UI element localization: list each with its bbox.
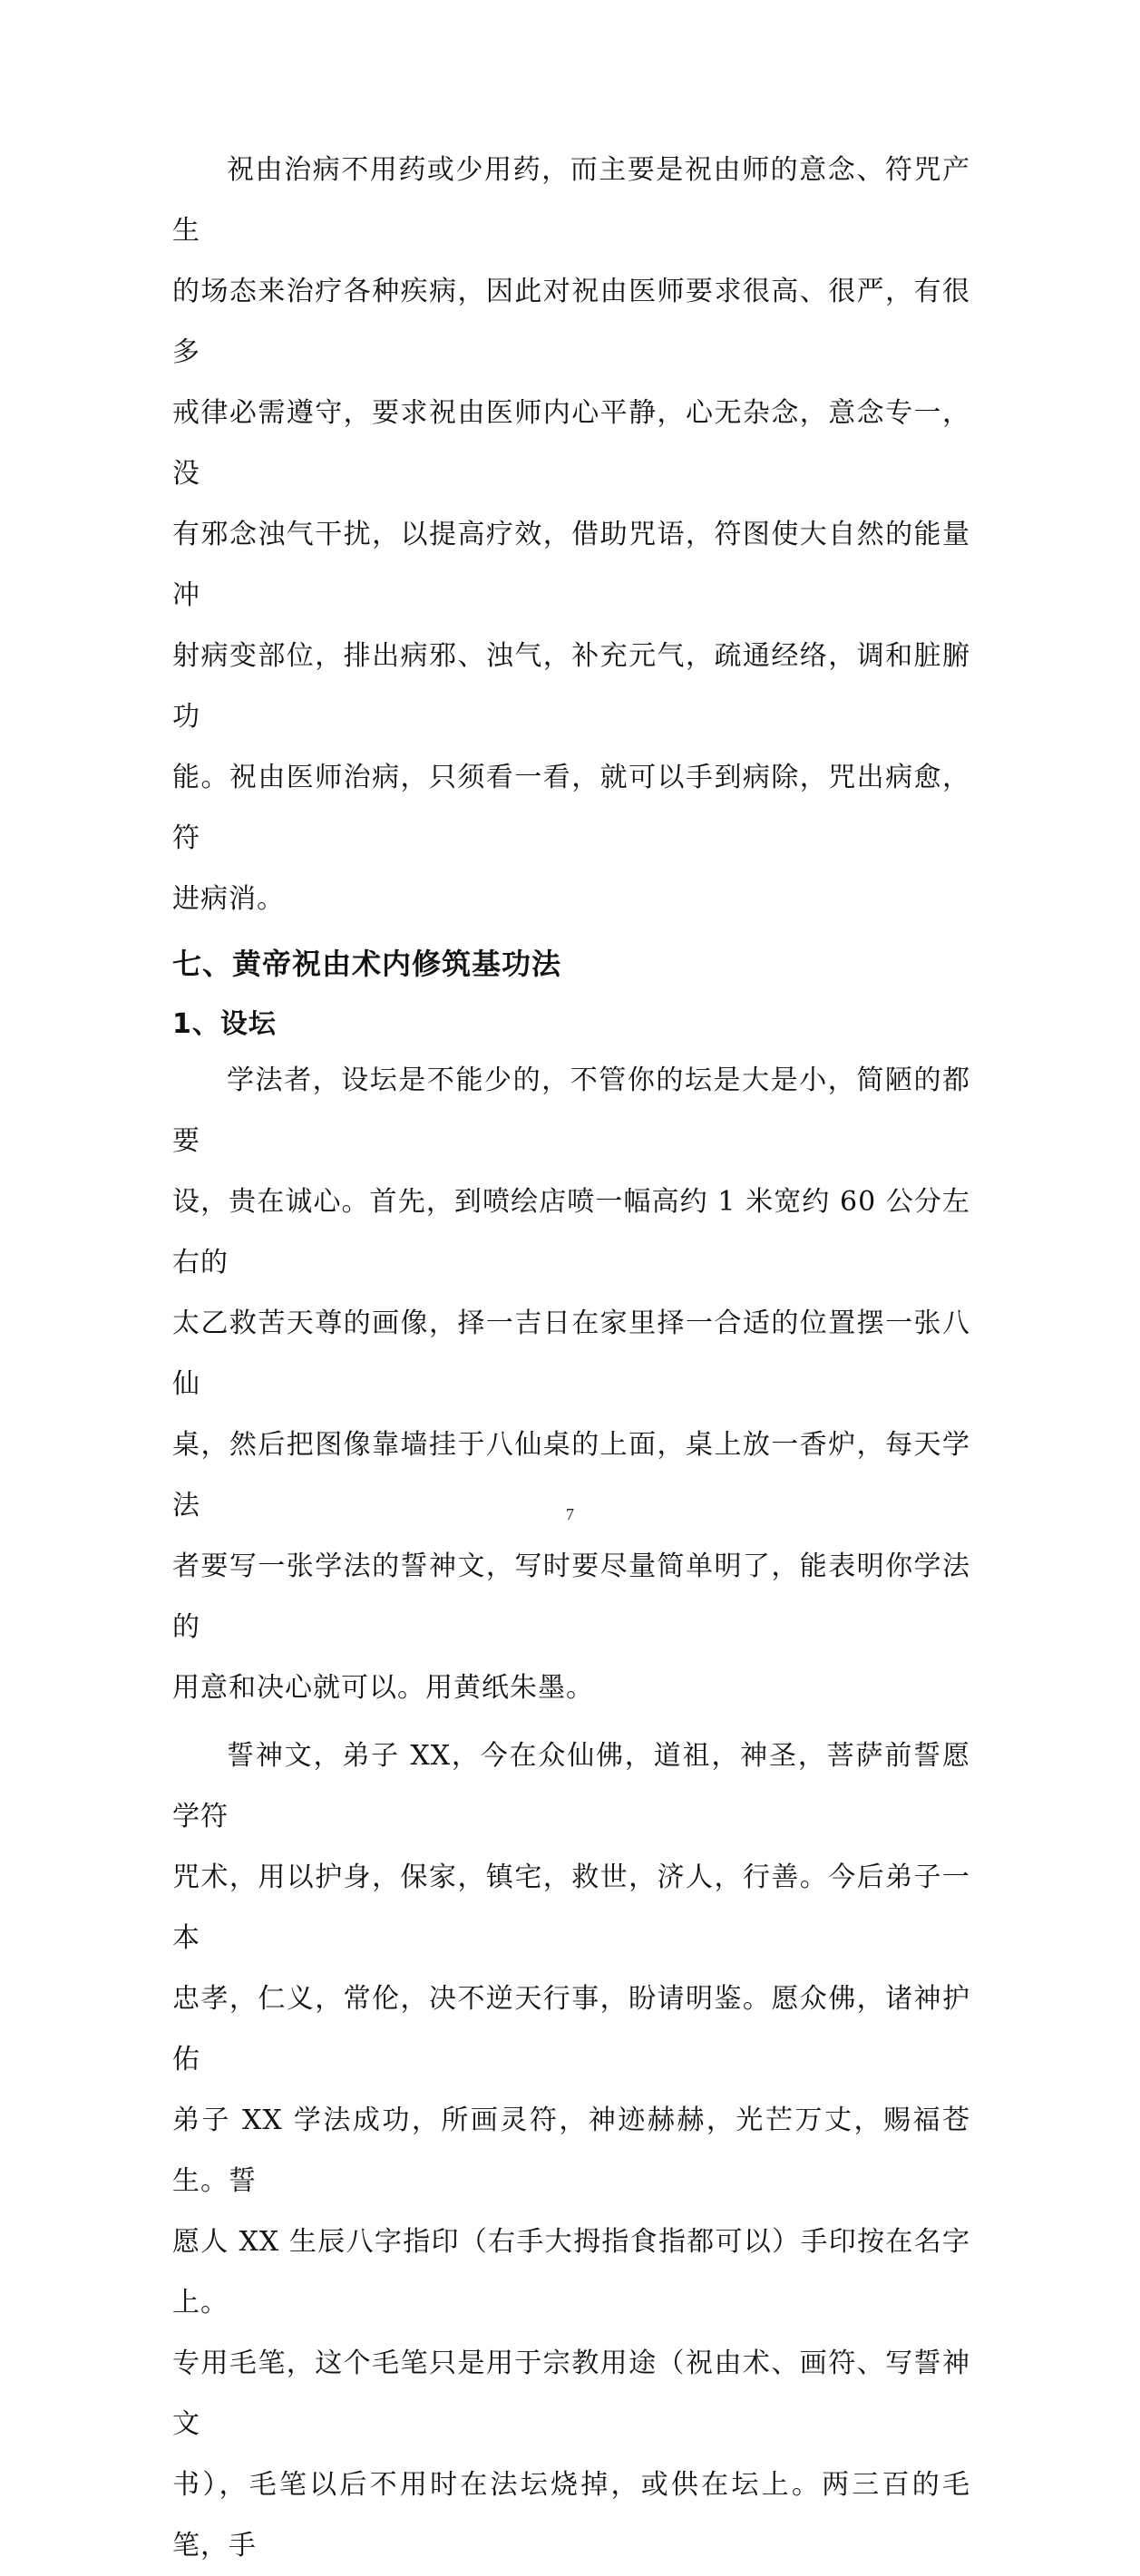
paragraph-oath-text: 誓神文，弟子 XX，今在众仙佛，道祖，神圣，菩萨前誓愿学符 咒术，用以护身，保家，镇宅，救世，济人，行善。今后弟子一本 忠孝，仁义，常伦，决不逆天行事，盼请明鉴。愿众佛，诸神护佑 弟子 XX 学法成功，所画灵符，神迹赫赫，光芒万丈，赐福苍生。誓 愿人 XX 生辰八字指印（右手大拇指食指都可以）手印按在名字上。 专用毛笔，这个毛笔只是用于宗教用途（祝由术、画符、写誓神文 书），毛笔以后不用时在法坛烧掉，或供在坛上。两三百的毛笔，手 <box>172 1740 970 2561</box>
page-content <box>172 140 970 2576</box>
sub-heading-set-altar: 1、设坛 <box>172 1008 277 1040</box>
page-number: 7 <box>566 1505 574 1523</box>
paragraph-set-altar: 学法者，设坛是不能少的，不管你的坛是大是小，简陋的都要 设，贵在诚心。首先，到喷绘店喷一幅高约 1 米宽约 60 公分左右的 太乙救苦天尊的画像，择一吉日在家里择一合适的位置摆一张八仙 桌，然后把图像靠墙挂于八仙桌的上面，桌上放一香炉，每天学法 者要写一张学法的誓神文，写时要尽量简单明了，能表明你学法的 用意和决心就可以。用黄纸朱墨。 <box>172 1064 970 1704</box>
paragraph-gap <box>172 1718 970 1725</box>
paragraph-zhuyou-treatment: 祝由治病不用药或少用药，而主要是祝由师的意念、符咒产生 的场态来治疗各种疾病，因此对祝由医师要求很高、很严，有很多 戒律必需遵守，要求祝由医师内心平静，心无杂念，意念专一，没 有邪念浊气干扰，以提高疗效，借助咒语，符图使大自然的能量冲 射病变部位，排出病邪、浊气，补充元气，疏通经络，调和脏腑功 能。祝由医师治病，只须看一看，就可以手到病除，咒出病愈，符 进病消。 <box>172 154 970 915</box>
section-heading: 七、黄帝祝由术内修筑基功法 <box>172 947 562 981</box>
